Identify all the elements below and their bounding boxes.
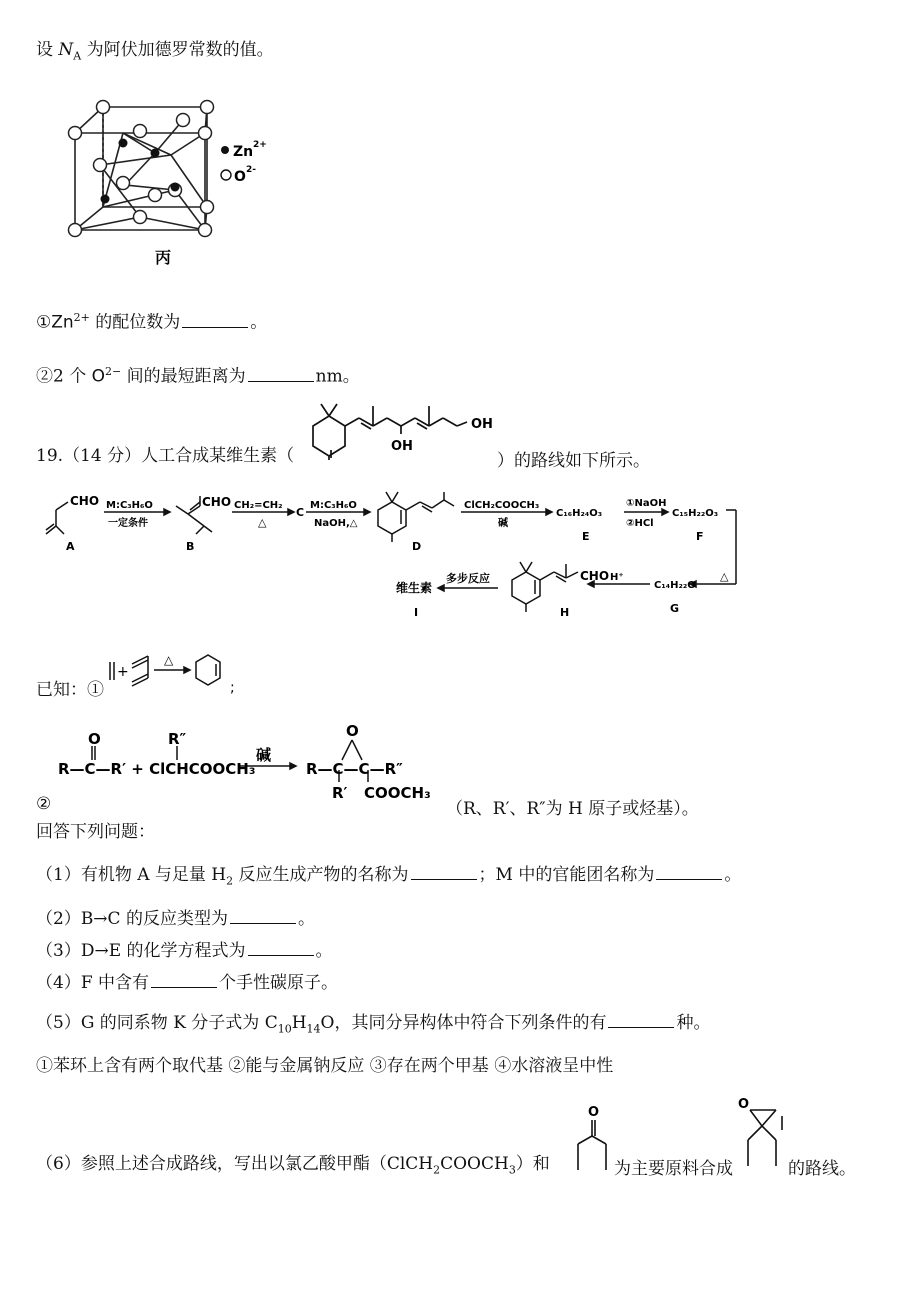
q1-part-a: （1）有机物 A 与足量 H — [36, 865, 227, 885]
known2-product: R—C—C—R″ — [306, 760, 403, 778]
q6-part-d: 为主要原料合成 — [614, 1159, 733, 1179]
step3-condition: NaOH,△ — [314, 518, 358, 529]
label-d: D — [412, 540, 422, 553]
step3-reagent: M:C₃H₆O — [310, 500, 357, 511]
crystal-cell-diagram — [55, 95, 285, 270]
q19-head: 19.（14 分）人工合成某维生素（ — [36, 446, 295, 466]
legend-o-label: O — [234, 169, 246, 185]
known2-note: （R、R′、R″为 H 原子或烃基）。 — [446, 799, 699, 819]
question-2 — [36, 908, 315, 929]
answer-blank[interactable] — [230, 908, 296, 924]
q3-text: （3）D→E 的化学方程式为 — [36, 941, 246, 961]
q19-heading — [36, 446, 294, 466]
q-o-num: ②2 个 — [36, 366, 92, 387]
known2-r2: R″ — [168, 730, 187, 748]
step1-condition: 一定条件 — [108, 518, 148, 529]
intro-line — [36, 40, 274, 66]
known2-r1: R′ — [332, 784, 348, 802]
known2-reactants: R—C—R′ + ClCHCOOCH₃ — [58, 760, 256, 778]
step5-reagent: ①NaOH — [626, 498, 667, 509]
q6-part-c: ）和 — [515, 1154, 550, 1174]
q1-sub: 2 — [226, 874, 234, 888]
label-b: B — [186, 540, 195, 553]
known2-epoxide-o: O — [346, 722, 359, 740]
q-zn-ion: Zn — [51, 312, 74, 333]
q6-ketone-o: O — [588, 1105, 600, 1120]
question-3 — [36, 940, 333, 961]
label-a: A — [66, 540, 75, 553]
q5-sub-c: 10 — [277, 1022, 292, 1036]
figure-caption: 丙 — [155, 248, 172, 267]
question-6 — [36, 1154, 550, 1180]
h-cho: CHO — [580, 569, 610, 583]
q5-h: H — [291, 1013, 307, 1033]
known2-ketone-o: O — [88, 730, 101, 748]
b-cho: CHO — [202, 495, 232, 509]
legend-zn-charge: 2+ — [253, 140, 267, 150]
label-i: I — [414, 606, 419, 618]
synthesis-route — [36, 488, 781, 618]
q5-conditions: ①苯环上含有两个取代基 ②能与金属钠反应 ③存在两个甲基 ④水溶液呈中性 — [36, 1056, 614, 1076]
q-o-text: 间的最短距离为 — [121, 366, 246, 387]
answer-blank[interactable] — [608, 1012, 674, 1028]
q-zn-num: ① — [36, 312, 52, 333]
legend-zn-label: Zn — [233, 144, 254, 160]
step7-reagent: H⁺ — [610, 572, 624, 583]
q6-part-b: COOCH — [440, 1154, 509, 1174]
known2-base: 碱 — [256, 746, 272, 764]
i-name: 维生素 — [396, 581, 433, 595]
avogadro-symbol: N — [58, 40, 74, 60]
step6-condition: △ — [720, 570, 729, 583]
q6-target-epoxide — [736, 1090, 786, 1176]
known-diels-alder — [104, 650, 244, 698]
intro-prefix: 设 — [36, 40, 59, 60]
answer-blank[interactable] — [248, 940, 314, 956]
q6-sub2: 3 — [508, 1163, 516, 1177]
q19-tail: ）的路线如下所示。 — [497, 451, 650, 471]
q1-part-c: ；M 中的官能团名称为 — [478, 865, 655, 885]
step1-reagent: M:C₃H₆O — [106, 500, 153, 511]
question-5 — [36, 1012, 710, 1039]
intro-suffix: 为阿伏加德罗常数的值。 — [81, 40, 274, 60]
label-f: F — [696, 530, 704, 543]
q4-end: 个手性碳原子。 — [219, 973, 339, 993]
vitamin-structure — [295, 398, 495, 466]
answer-blank[interactable] — [151, 972, 217, 988]
q5-sub-h: 14 — [306, 1022, 321, 1036]
e-formula: C₁₆H₂₄O₃ — [556, 508, 603, 519]
q-o-charge: 2− — [105, 365, 122, 378]
q6-end: 的路线。 — [788, 1159, 856, 1179]
known1-delta: △ — [164, 653, 174, 667]
compound-c: C — [296, 506, 305, 519]
step4-condition: 碱 — [498, 518, 508, 529]
known-epoxide-reaction — [52, 716, 452, 804]
legend-o-charge: 2- — [246, 165, 256, 175]
a-cho: CHO — [70, 494, 100, 508]
svg-text:+: + — [117, 664, 129, 680]
legend-zn-dot — [221, 146, 229, 154]
q-zn-end: 。 — [250, 312, 268, 333]
legend-o-circle — [221, 170, 231, 180]
q1-end: 。 — [724, 865, 742, 885]
q2-end: 。 — [297, 909, 315, 929]
step4-reagent: ClCH₂COOCH₃ — [464, 500, 540, 511]
q1-part-b: 反应生成产物的名称为 — [233, 865, 409, 885]
question-zn-coordination — [36, 308, 267, 333]
q4-text: （4）F 中含有 — [36, 973, 150, 993]
q6-epoxide-o: O — [738, 1097, 750, 1112]
q-zn-text: 的配位数为 — [89, 312, 181, 333]
question-1 — [36, 864, 741, 891]
known-label: 已知：① — [36, 680, 104, 700]
vitamin-oh-middle: OH — [391, 439, 413, 454]
vitamin-oh-terminal: OH — [471, 417, 493, 432]
f-formula: C₁₅H₂₂O₃ — [672, 508, 719, 519]
known2-num: ② — [36, 794, 52, 814]
q5-part-o: O，其同分异构体中符合下列条件的有 — [320, 1013, 607, 1033]
question-4 — [36, 972, 338, 993]
known1-end: ; — [230, 680, 235, 696]
step2-condition: △ — [258, 516, 267, 529]
q6-part-a: （6）参照上述合成路线，写出以氯乙酸甲酯（ClCH — [36, 1154, 434, 1174]
answer-blank[interactable] — [182, 312, 248, 328]
label-g: G — [670, 602, 680, 615]
answer-heading: 回答下列问题： — [36, 822, 155, 842]
known2-ester: COOCH₃ — [364, 784, 431, 802]
avogadro-sub: A — [73, 49, 82, 63]
q-o-ion: O — [91, 366, 106, 387]
q-zn-charge: 2+ — [73, 311, 90, 324]
q5-end: 种。 — [676, 1013, 711, 1033]
step8-condition: 多步反应 — [446, 572, 490, 585]
q5-part-a: （5）G 的同系物 K 分子式为 C — [36, 1013, 278, 1033]
step2-reagent: CH₂=CH₂ — [234, 500, 283, 511]
g-formula: C₁₄H₂₂O — [654, 580, 696, 591]
answer-blank[interactable] — [411, 864, 477, 880]
q6-sub1: 2 — [433, 1163, 441, 1177]
q2-text: （2）B→C 的反应类型为 — [36, 909, 228, 929]
answer-blank[interactable] — [248, 366, 314, 382]
q3-end: 。 — [315, 941, 333, 961]
q6-ketone-structure — [572, 1100, 618, 1180]
answer-blank[interactable] — [656, 864, 722, 880]
label-h: H — [560, 606, 570, 618]
q-o-end: nm。 — [315, 366, 360, 387]
label-e: E — [582, 530, 590, 543]
step5-acid: ②HCl — [626, 518, 654, 529]
question-o-distance — [36, 362, 360, 387]
